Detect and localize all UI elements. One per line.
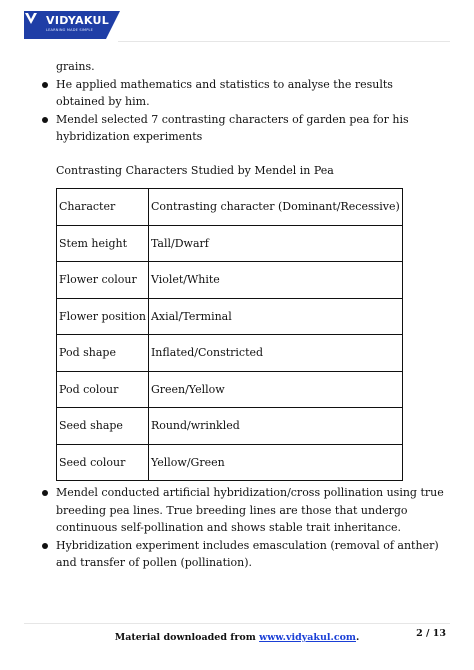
bullet-icon — [42, 543, 48, 549]
table-header-cell: Character — [57, 189, 149, 226]
table-header-cell: Contrasting character (Dominant/Recessive) — [148, 189, 402, 226]
bullet-list-bottom — [40, 484, 445, 572]
table-row — [57, 225, 403, 262]
table-row — [57, 371, 403, 408]
brand-name: VIDYAKUL — [46, 14, 110, 27]
table-cell: Pod shape — [57, 335, 149, 372]
table-cell: Round/wrinkled — [148, 408, 402, 445]
table-cell: Pod colour — [57, 371, 149, 408]
table-header-row — [57, 189, 403, 226]
table-row — [57, 444, 403, 481]
bullet-icon — [42, 82, 48, 88]
table-cell: Seed colour — [57, 444, 149, 481]
list-item: Hybridization experiment includes emasculation (removal of anther) and transfer of pollen (pollination). — [40, 537, 445, 572]
page-content — [40, 58, 445, 572]
list-item: Mendel conducted artificial hybridization/cross pollination using true breeding pea lines. True breeding lines are those that undergo continuous self-pollination and shows stable trait inheritance. — [40, 484, 445, 537]
table-cell: Yellow/Green — [148, 444, 402, 481]
vidyakul-link[interactable]: www.vidyakul.com — [259, 632, 356, 643]
table-caption: Contrasting Characters Studied by Mendel in Pea — [56, 163, 334, 177]
list-item: Mendel selected 7 contrasting characters of garden pea for his hybridization experiments — [40, 111, 445, 146]
table-row — [57, 298, 403, 335]
bullet-icon — [42, 117, 48, 123]
brand-tagline: LEARNING MADE SIMPLE — [46, 28, 94, 32]
table-cell: Tall/Dwarf — [148, 225, 402, 262]
table-cell: Green/Yellow — [148, 371, 402, 408]
table-cell: Flower position — [57, 298, 149, 335]
table-cell: Seed shape — [57, 408, 149, 445]
table-cell: Stem height — [57, 225, 149, 262]
vidyakul-mark-icon — [24, 11, 38, 25]
table-row — [57, 408, 403, 445]
vidyakul-logo — [24, 11, 120, 39]
footer-credit: Material downloaded from www.vidyakul.com. — [114, 632, 360, 643]
page-number: 2 / 13 — [416, 628, 446, 639]
table-row — [57, 335, 403, 372]
table-cell: Flower colour — [57, 262, 149, 299]
footer-divider — [24, 623, 450, 624]
continued-text: grains. — [56, 60, 95, 73]
list-item: He applied mathematics and statistics to analyse the results obtained by him. — [40, 76, 445, 111]
header-divider — [118, 41, 450, 42]
characters-table — [56, 188, 403, 481]
table-cell: Axial/Terminal — [148, 298, 402, 335]
bullet-list-top — [40, 76, 445, 146]
table-row — [57, 262, 403, 299]
table-cell: Inflated/Constricted — [148, 335, 402, 372]
table-cell: Violet/White — [148, 262, 402, 299]
bullet-icon — [42, 490, 48, 496]
